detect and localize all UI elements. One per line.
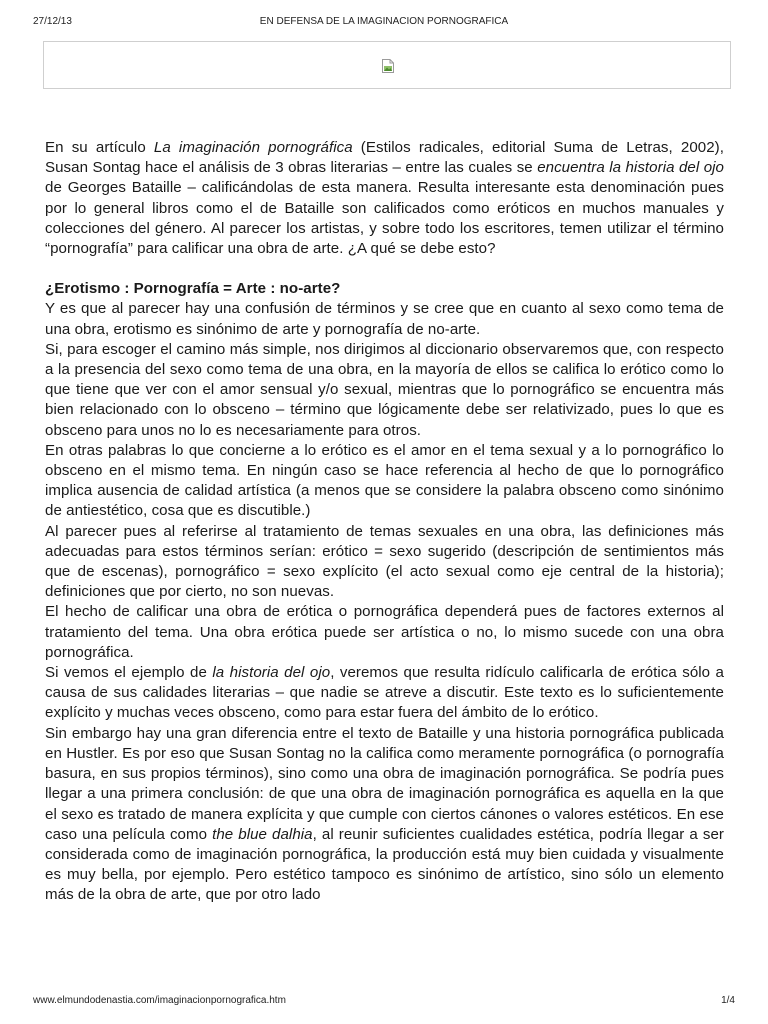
paragraph-6 (45, 663, 724, 724)
paragraph-6-text-3: , veremos que resulta ridículo calificarla de erótica sólo a causa de sus calidades literarias – que nadie se atreve a discutir. Este texto es lo suficientemente explícito y muchas veces obsceno, como para estar fuera del ámbito de lo erótico. (45, 664, 724, 722)
paragraph-2: Si, para escoger el camino más simple, nos dirigimos al diccionario observaremos que, con respecto a la presencia del sexo como tema de una obra, en la mayoría de ellos se califica lo erótico como lo que tiene que ver con el amor sensual y/o sexual, mientras que lo pornográfico se encuentra más bien relacionado con lo obsceno – término que lógicamente debe ser relativizado, pues lo que es obsceno para unos no lo es necesariamente para otros. (45, 340, 724, 439)
article-body (45, 138, 724, 906)
book-title-italic: La imaginación pornográfica (153, 139, 353, 156)
print-header (33, 16, 735, 30)
broken-image-icon (381, 58, 395, 74)
paragraph-7-text-1: Sin embargo hay una gran diferencia entre el texto de Bataille y una historia pornográfica publicada en Hustler. Es por eso que Susan Sontag no la califica como meramente pornográfica (o pornografía basura, en sus propios términos), sino como una obra de imaginación pornográfica. Se podría pues llegar a una primera conclusión: de que una obra de imaginación pornográfica es aquella en la que el sexo es tratado de manera explícita y que cumple con ciertos cánones o valores estéticos. En ese caso una película como (45, 724, 724, 843)
source-url[interactable]: www.elmundodenastia.com/imaginacionpornografica.htm (33, 995, 286, 1006)
paragraph-3: En otras palabras lo que concierne a lo erótico es el amor en el tema sexual y a lo pornográfico lo obsceno en el mismo tema. En ningún caso se hace referencia al hecho de que lo pornográfico implica ausencia de calidad artística (a menos que se considere la palabra obsceno como sinónimo de antiestético, cosa que es discutible.) (45, 441, 724, 520)
paragraph-7-text-3: , al reunir suficientes cualidades estética, podría llegar a ser considerada como de imaginación pornográfica, la producción está muy bien cuidada y visualmente es muy bella, por ejemplo. Pero estético tampoco es sinónimo de artístico, sino sólo un elemento más de la obra de arte, que por otro lado (45, 825, 724, 904)
print-date: 27/12/13 (33, 16, 72, 27)
work-title-italic: encuentra la historia del ojo (537, 159, 725, 177)
paragraph-5: El hecho de calificar una obra de erótica o pornográfica dependerá pues de factores externos al tratamiento del tema. Una obra erótica puede ser artística o no, lo mismo sucede con una obra pornográfica. (45, 603, 724, 661)
intro-text-5: de Georges Bataille – calificándolas de esta manera. Resulta interesante esta denominación pues por lo general libros como el de Bataille son calificados como eróticos en muchos manuales y colecciones del género. Al parecer los artistas, y sobre todo los escritores, temen utilizar el término “pornografía” para calificar una obra de arte. ¿A qué se debe esto? (45, 179, 724, 258)
print-footer (33, 995, 735, 1009)
film-title-italic: the blue dalhia (212, 825, 313, 843)
work-title-italic-2: la historia del ojo (212, 664, 331, 682)
page-number: 1/4 (721, 995, 735, 1006)
paragraph-4: Al parecer pues al referirse al tratamiento de temas sexuales en una obra, las definiciones más adecuadas para estos términos serían: erótico = sexo sugerido (descripción de sentimientos más que de escenas), pornográfico = sexo explícito (el acto sexual como eje central de la historia); definiciones que por cierto, no son nuevas. (45, 522, 724, 601)
page-title: EN DEFENSA DE LA IMAGINACION PORNOGRAFICA (259, 16, 509, 27)
paragraph-6-text-1: Si vemos el ejemplo de (45, 664, 213, 682)
intro-paragraph (45, 138, 724, 259)
section-heading: ¿Erotismo : Pornografía = Arte : no-arte? (45, 280, 341, 298)
paragraph-1: Y es que al parecer hay una confusión de términos y se cree que en cuanto al sexo como tema de una obra, erotismo es sinónimo de arte y pornografía de no-arte. (45, 300, 724, 338)
intro-text-1: En su artículo (45, 139, 154, 156)
image-frame (43, 41, 731, 89)
intro-text-3: (Estilos radicales, editorial Suma de Letras, 2002), Susan Sontag hace el análisis de 3 obras literarias – entre las cuales se (45, 139, 724, 177)
paragraph-7 (45, 724, 724, 906)
